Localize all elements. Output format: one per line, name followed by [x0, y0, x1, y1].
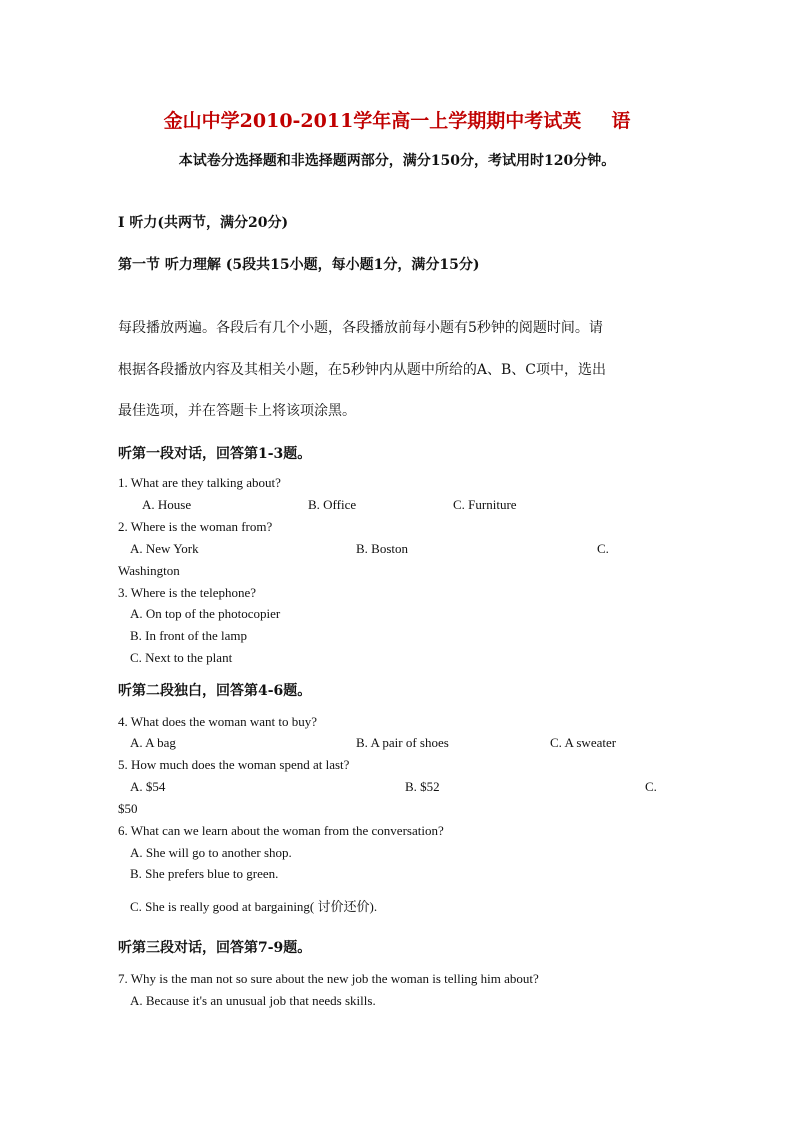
option-b: B. $52: [405, 779, 440, 794]
instruction-line: 每段播放两遍。各段后有几个小题，各段播放前每小题有5秒钟的阅题时间。请: [118, 320, 603, 336]
option-c: C. Furniture: [453, 497, 517, 512]
instruction-line: 最佳选项，并在答题卡上将该项涂黑。: [118, 403, 356, 419]
question-stem: 5. How much does the woman spend at last?: [118, 757, 350, 772]
option-b: B. Office: [308, 497, 357, 512]
title-tail: 语: [611, 110, 631, 132]
segment-heading-3: 听第三段对话，回答第7-9题。: [118, 940, 312, 956]
title-main: 金山中学2010-2011学年高一上学期期中考试英: [163, 110, 582, 132]
option-b: B. She prefers blue to green.: [130, 866, 279, 881]
option-a: A. Because it's an unusual job that needs skills.: [130, 993, 376, 1008]
instruction-line: 根据各段播放内容及其相关小题，在5秒钟内从题中所给的A、B、C项中，选出: [118, 362, 607, 378]
part-heading-listening: 第一节 听力理解 (5段共15小题，每小题1分，满分15分): [118, 257, 480, 273]
question-stem: 6. What can we learn about the woman from the conversation?: [118, 823, 444, 838]
subtitle: 本试卷分选择题和非选择题两部分，满分150分，考试用时120分钟。: [178, 153, 616, 169]
option-a: A. New York: [130, 541, 199, 556]
option-c: C.: [645, 779, 657, 794]
option-c-continued: Washington: [118, 563, 180, 578]
question-stem: 3. Where is the telephone?: [118, 585, 257, 600]
option-a: A. House: [142, 497, 192, 512]
option-b: B. Boston: [356, 541, 409, 556]
question-stem: 7. Why is the man not so sure about the new job the woman is telling him about?: [118, 971, 539, 986]
option-a: A. On top of the photocopier: [130, 606, 281, 621]
question-stem: 1. What are they talking about?: [118, 475, 281, 490]
option-c: C.: [597, 541, 609, 556]
option-c: C. A sweater: [550, 735, 617, 750]
question-stem: 2. Where is the woman from?: [118, 519, 273, 534]
option-c: C. She is really good at bargaining( 讨价还价).: [130, 899, 378, 914]
segment-heading-1: 听第一段对话，回答第1-3题。: [118, 446, 312, 462]
option-a: A. She will go to another shop.: [130, 845, 292, 860]
option-a: A. $54: [130, 779, 166, 794]
segment-heading-2: 听第二段独白，回答第4-6题。: [118, 683, 312, 699]
option-c: C. Next to the plant: [130, 650, 233, 665]
option-b: B. In front of the lamp: [130, 628, 247, 643]
page-title: [0, 106, 794, 133]
option-c-continued: $50: [118, 801, 138, 816]
section-heading-listening: I 听力(共两节，满分20分): [118, 215, 289, 231]
option-b: B. A pair of shoes: [356, 735, 449, 750]
question-stem: 4. What does the woman want to buy?: [118, 714, 318, 729]
option-a: A. A bag: [130, 735, 176, 750]
